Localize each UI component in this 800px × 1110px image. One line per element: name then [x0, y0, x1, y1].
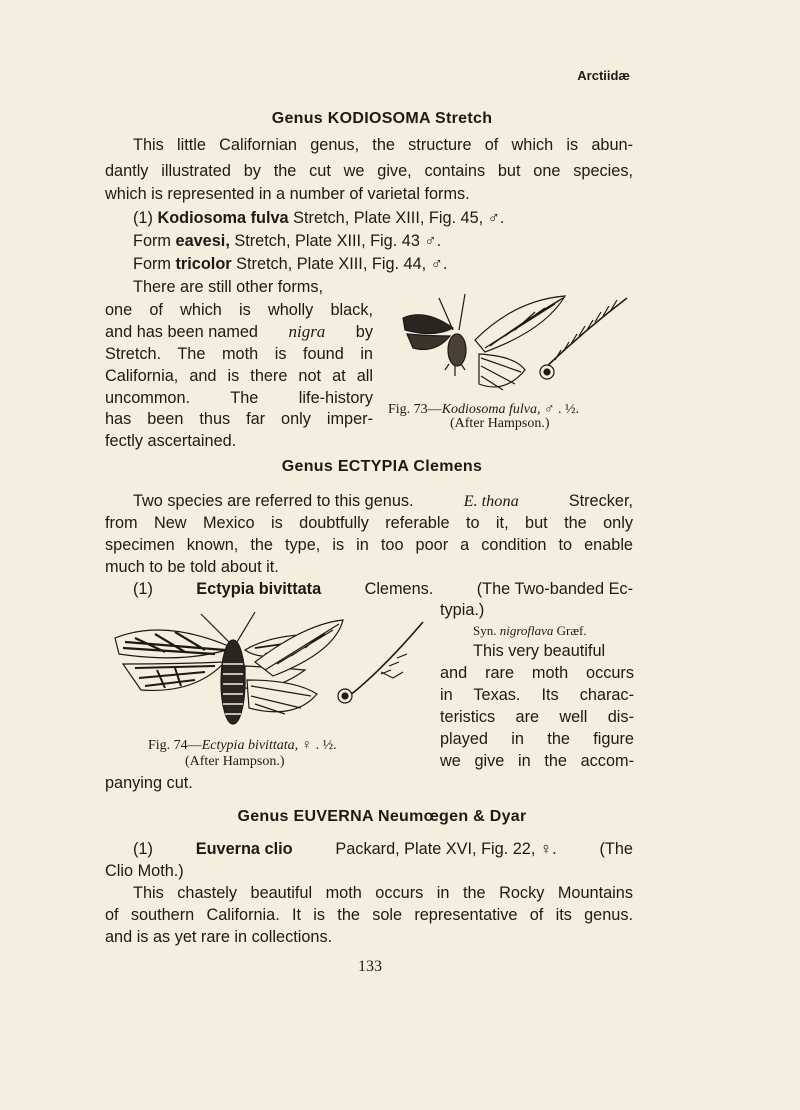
common-name-cont: typia.): [440, 601, 485, 619]
paragraph-line: There are still other forms,: [133, 278, 324, 296]
paragraph-line: which is represented in a number of varietal forms.: [105, 185, 470, 203]
text-run: Strecker,: [568, 492, 633, 510]
running-head: Arctiidæ: [577, 68, 630, 83]
paragraph-line: [105, 321, 373, 343]
species-entry-ectypia-bivittata: [133, 578, 633, 600]
form-entry-tricolor: [133, 253, 447, 275]
common-name: (The: [599, 840, 633, 858]
synonym-name: nigroflava: [499, 623, 554, 638]
page-number: 133: [358, 958, 382, 975]
common-name-cont: Clio Moth.): [105, 862, 184, 880]
paragraph-line: This very beautiful: [473, 642, 606, 660]
italic-name: nigra: [288, 322, 326, 341]
paragraph-line: and rare moth occurs: [440, 664, 634, 682]
paragraph-line: This chastely beautiful moth occurs in the Rocky Mountains: [133, 884, 633, 902]
paragraph-line: has been thus far only imper-: [105, 410, 373, 428]
common-name: (The Two-banded Ec-: [476, 580, 633, 598]
paragraph-line: we give in the accom-: [440, 752, 634, 770]
paragraph-line: teristics are well dis-: [440, 708, 634, 726]
paragraph-line: and is as yet rare in collections.: [105, 928, 333, 946]
paragraph-line: much to be told about it.: [105, 558, 279, 576]
caption-suffix: ♂ . ½.: [543, 402, 579, 417]
form-reference: Stretch, Plate XIII, Fig. 43 ♂.: [234, 232, 442, 250]
species-number: (1): [133, 580, 153, 598]
paragraph-line: California, and is there not at all: [105, 367, 373, 385]
species-name: Euverna clio: [195, 840, 293, 858]
paragraph-line: fectly ascertained.: [105, 432, 237, 450]
paragraph-line: from New Mexico is doubtfully referable to it, but the only: [105, 514, 633, 532]
caption-suffix: ♀ . ½.: [301, 738, 337, 753]
paragraph-line: uncommon. The life-history: [105, 389, 373, 407]
figure-73-moth-illustration: [395, 290, 635, 400]
paragraph-line: This little Californian genus, the structure of which is abun-: [133, 136, 633, 154]
synonym-label: Syn.: [473, 623, 497, 638]
caption-prefix: Fig. 73—: [388, 402, 442, 417]
paragraph-line: in Texas. Its charac-: [440, 686, 634, 704]
species-name: Kodiosoma fulva: [157, 209, 289, 227]
caption-prefix: Fig. 74—: [148, 738, 202, 753]
species-author: Clemens.: [364, 580, 434, 598]
form-name: eavesi,: [175, 232, 230, 250]
caption-species: Ectypia bivittata,: [201, 738, 299, 753]
species-entry-kodiosoma-fulva: [133, 207, 504, 229]
paragraph-line: one of which is wholly black,: [105, 301, 373, 319]
genus-heading-euverna: Genus EUVERNA Neumœgen & Dyar: [237, 808, 527, 825]
species-number: (1): [133, 840, 153, 858]
genus-heading-ectypia: Genus ECTYPIA Clemens: [281, 458, 483, 475]
genus-heading-kodiosoma: Genus KODIOSOMA Stretch: [271, 110, 493, 127]
form-name: tricolor: [175, 255, 232, 273]
text-run: by: [355, 323, 373, 341]
species-reference: Stretch, Plate XIII, Fig. 45, ♂.: [293, 209, 505, 227]
paragraph-line: dantly illustrated by the cut we give, contains but one species,: [105, 162, 633, 180]
synonym-line: [473, 620, 587, 642]
paragraph-line: [133, 490, 633, 512]
caption-species: Kodiosoma fulva,: [441, 402, 541, 417]
figure-74-caption: [148, 738, 337, 754]
text-run: Two species are referred to this genus.: [133, 492, 414, 510]
paragraph-line: played in the figure: [440, 730, 634, 748]
species-reference: Packard, Plate XVI, Fig. 22, ♀.: [335, 840, 557, 858]
form-label: Form: [133, 255, 171, 273]
form-label: Form: [133, 232, 171, 250]
synonym-author: Græf.: [556, 623, 587, 638]
species-number: (1): [133, 209, 153, 227]
paragraph-line: Stretch. The moth is found in: [105, 345, 373, 363]
figure-74-moth-illustration: [105, 608, 430, 736]
text-run: and has been named: [105, 323, 258, 341]
paragraph-line: specimen known, the type, is in too poor a condition to enable: [105, 536, 633, 554]
species-entry-euverna-clio: [133, 838, 633, 860]
paragraph-line: of southern California. It is the sole representative of its genus.: [105, 906, 633, 924]
form-reference: Stretch, Plate XIII, Fig. 44, ♂.: [236, 255, 448, 273]
figure-73-source: (After Hampson.): [450, 416, 550, 431]
species-name: Ectypia bivittata: [196, 580, 322, 598]
paragraph-line: panying cut.: [105, 774, 193, 792]
figure-74-source: (After Hampson.): [185, 754, 285, 769]
form-entry-eavesi: [133, 230, 441, 252]
italic-name: E. thona: [463, 491, 519, 510]
